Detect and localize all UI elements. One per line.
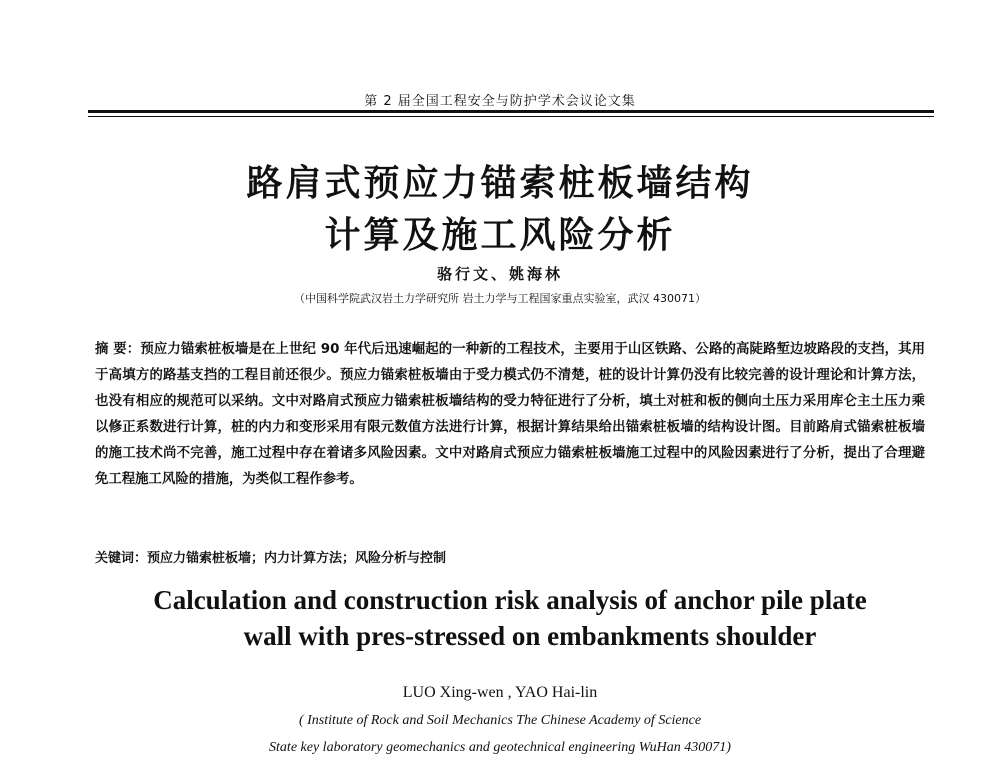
abstract-text: 预应力锚索桩板墙是在上世纪 90 年代后迅速崛起的一种新的工程技术，主要用于山区铁路、公路的高陡路堑边坡路段的支挡，其用于高填方的路基支挡的工程目前还很少。预应力锚索桩板墙由于受力模式仍不清楚，桩的设计计算仍没有比较完善的设计理论和计算方法，也没有相应的规范可以采纳。文中对路肩式预应力锚索桩板墙结构的受力特征进行了分析，填土对桩和板的侧向土压力采用库仑主土压力乘以修正系数进行计算，桩的内力和变形采用有限元数值方法进行计算，根据计算结果给出锚索桩板墙的结构设计图。目前路肩式锚索桩板墙的施工技术尚不完善，施工过程中存在着诸多风险因素。文中对路肩式预应力锚索桩板墙施工过程中的风险因素进行了分析，提出了合理避免工程施工风险的措施，为类似工程作参考。: [95, 342, 925, 487]
title-cn-line1: 路肩式预应力锚索桩板墙结构: [246, 163, 754, 204]
title-en-line2: wall with pres-stressed on embankments shoulder: [243, 621, 817, 651]
affiliation-en-line1: ( Institute of Rock and Soil Mechanics The Chinese Academy of Science: [298, 713, 702, 728]
header-rule-thick: [88, 110, 934, 113]
keywords: [95, 547, 925, 566]
title-cn-line2: 计算及施工风险分析: [324, 215, 676, 256]
running-header: 第 2 届全国工程安全与防护学术会议论文集: [364, 94, 636, 109]
header-rule-thin: [88, 116, 934, 117]
authors-cn: 骆行文、姚海林: [436, 265, 563, 283]
authors-en: LUO Xing-wen , YAO Hai-lin: [402, 684, 598, 701]
keywords-label: 关键词：: [95, 551, 148, 566]
abstract-label: 摘 要：: [95, 342, 141, 357]
abstract: [95, 337, 925, 493]
affiliation-cn: （中国科学院武汉岩土力学研究所 岩土力学与工程国家重点实验室，武汉 430071）: [294, 292, 706, 305]
keywords-text: 预应力锚索桩板墙；内力计算方法；风险分析与控制: [147, 551, 447, 566]
affiliation-en-line2: State key laboratory geomechanics and geotechnical engineering WuHan 430071): [269, 740, 731, 755]
title-en-line1: Calculation and construction risk analysis of anchor pile plate: [153, 585, 867, 615]
